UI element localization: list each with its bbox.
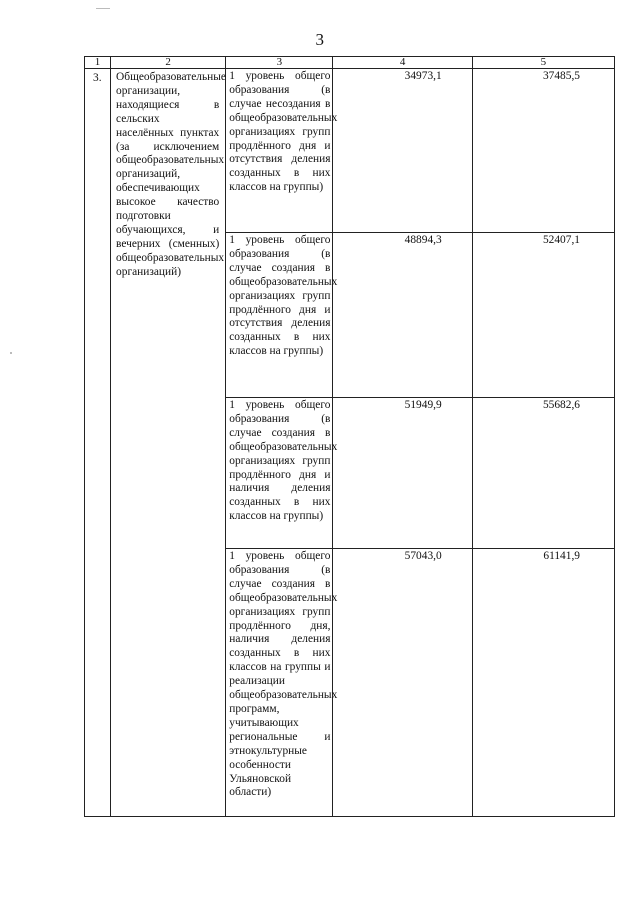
education-variant: 1 уровень общего образования (в случае создания в общеобразовательных организациях групп продлённого дня и отсутствия деления созданных в них классов на группы)	[226, 233, 333, 398]
table-row	[85, 69, 615, 233]
value-column-4: 48894,3	[333, 233, 472, 398]
value-column-4: 57043,0	[333, 549, 472, 817]
organization-type: Общеобразовательные организации, находящиеся в сельских населённых пунктах (за исключением общеобразовательных организаций, обеспечивающих высокое качество подготовки обучающихся, и вечерних (сменных) общеобразовательных организаций)	[111, 69, 226, 817]
value-column-5: 37485,5	[472, 69, 614, 233]
education-variant: 1 уровень общего образования (в случае несоздания в общеобразовательных организациях групп продлённого дня и отсутствия деления созданных в них классов на группы)	[226, 69, 333, 233]
value-column-5: 52407,1	[472, 233, 614, 398]
column-header-3: 3	[226, 57, 333, 69]
page-number: 3	[315, 30, 325, 49]
column-header-2: 2	[111, 57, 226, 69]
column-header-4: 4	[333, 57, 472, 69]
value-column-4: 51949,9	[333, 398, 472, 549]
value-column-5: 55682,6	[472, 398, 614, 549]
scan-speck	[96, 8, 110, 9]
column-header-1: 1	[85, 57, 111, 69]
value-column-5: 61141,9	[472, 549, 614, 817]
education-variant: 1 уровень общего образования (в случае создания в общеобразовательных организациях групп продлённого дня, наличия деления созданных в них классов на группы и реализации общеобразовательных программ, учитывающих региональные и этнокультурные особенности Ульяновской области)	[226, 549, 333, 817]
education-variant: 1 уровень общего образования (в случае создания в общеобразовательных организациях групп продлённого дня и наличия деления созданных в них классов на группы)	[226, 398, 333, 549]
value-column-4: 34973,1	[333, 69, 472, 233]
data-table	[84, 56, 615, 817]
scan-speck	[10, 352, 12, 354]
row-number: 3.	[85, 69, 111, 817]
column-header-5: 5	[472, 57, 614, 69]
column-number-row	[85, 57, 615, 69]
